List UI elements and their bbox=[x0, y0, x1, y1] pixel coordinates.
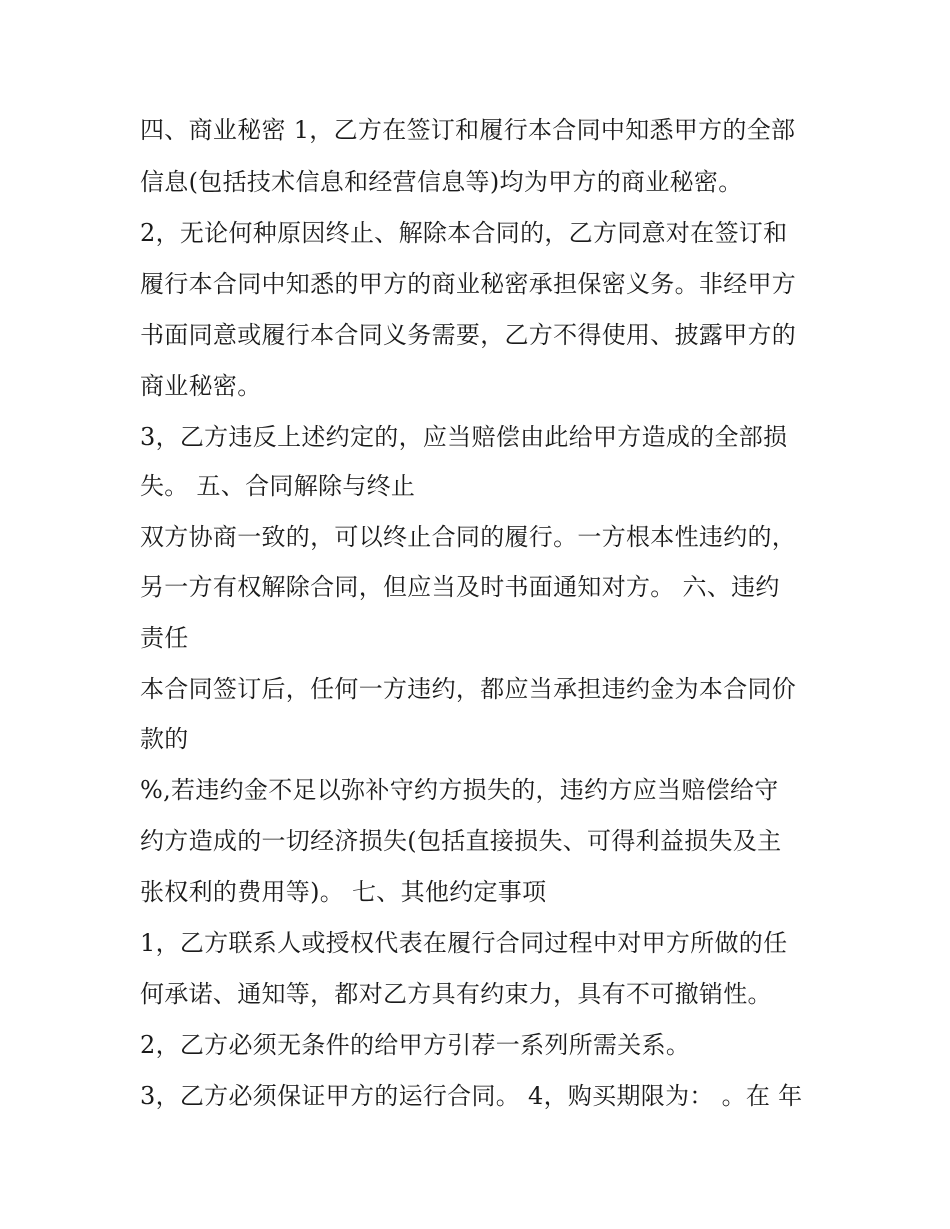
text-line: 约方造成的一切经济损失(包括直接损失、可得利益损失及主 bbox=[140, 827, 782, 855]
text-line: 信息(包括技术信息和经营信息等)均为甲方的商业秘密。 bbox=[140, 168, 743, 196]
text-line: %,若违约金不足以弥补守约方损失的，违约方应当赔偿给守 bbox=[140, 776, 779, 804]
text-line: 何承诺、通知等，都对乙方具有约束力，具有不可撤销性。 bbox=[140, 980, 772, 1008]
text-line: 张权利的费用等)。 七、其他约定事项 bbox=[140, 878, 547, 906]
text-line: 3，乙方必须保证甲方的运行合同。 4，购买期限为： 。在 年 bbox=[140, 1082, 803, 1110]
text-line: 1，乙方联系人或授权代表在履行合同过程中对甲方所做的任 bbox=[140, 929, 788, 957]
text-line: 双方协商一致的，可以终止合同的履行。一方根本性违约的， bbox=[140, 523, 797, 551]
text-line: 责任 bbox=[140, 624, 189, 652]
text-line: 2，无论何种原因终止、解除本合同的，乙方同意对在签订和 bbox=[140, 219, 788, 247]
text-line: 本合同签订后，任何一方违约，都应当承担违约金为本合同价 bbox=[140, 675, 797, 703]
text-line: 书面同意或履行本合同义务需要，乙方不得使用、披露甲方的 bbox=[140, 321, 797, 349]
text-line: 3，乙方违反上述约定的，应当赔偿由此给甲方造成的全部损 bbox=[140, 423, 788, 451]
text-line: 四、商业秘密 1，乙方在签订和履行本合同中知悉甲方的全部 bbox=[140, 116, 796, 144]
text-line: 履行本合同中知悉的甲方的商业秘密承担保密义务。非经甲方 bbox=[140, 270, 797, 298]
text-line: 2，乙方必须无条件的给甲方引荐一系列所需关系。 bbox=[140, 1031, 691, 1059]
text-line: 款的 bbox=[140, 725, 189, 753]
text-line: 商业秘密。 bbox=[140, 372, 262, 400]
text-line: 失。 五、合同解除与终止 bbox=[140, 472, 416, 500]
text-line: 另一方有权解除合同，但应当及时书面通知对方。 六、违约 bbox=[140, 573, 780, 601]
